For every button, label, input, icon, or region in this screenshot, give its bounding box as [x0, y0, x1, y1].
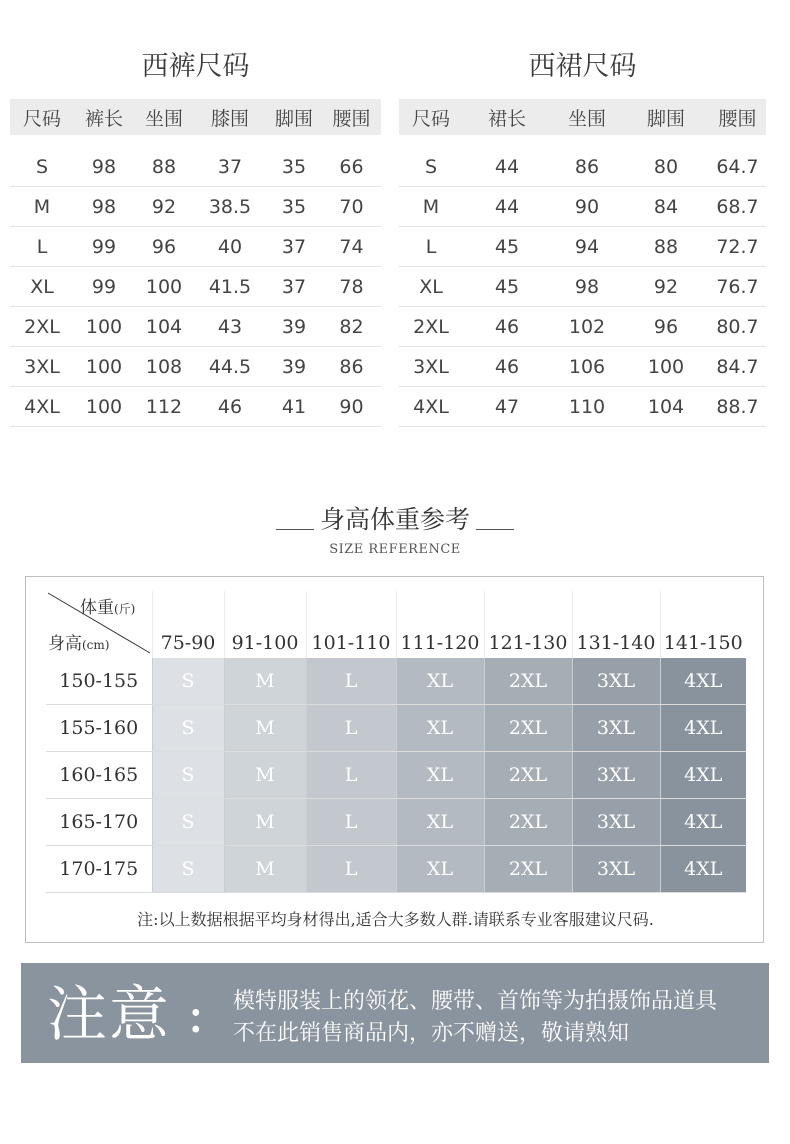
- pants-table-cell: 86: [322, 347, 381, 387]
- size-cell: L: [306, 658, 396, 705]
- size-cell: XL: [396, 658, 484, 705]
- reference-note: 注:以上数据根据平均身材得出,适合大多数人群.请联系专业客服建议尺码.: [137, 910, 654, 929]
- size-cell: 2XL: [484, 658, 572, 705]
- skirt-size-table: [399, 99, 766, 427]
- height-range-label: 170-175: [46, 846, 152, 893]
- pants-table-cell: 78: [322, 267, 381, 307]
- skirt-table-cell: 96: [623, 307, 709, 347]
- skirt-table-cell: 102: [551, 307, 623, 347]
- pants-table-cell: XL: [10, 267, 74, 307]
- skirt-table-cell: 88: [623, 227, 709, 267]
- pants-table-cell: 99: [74, 267, 134, 307]
- skirt-table-row: [399, 147, 766, 187]
- size-cell: L: [306, 705, 396, 752]
- title-line-left: [276, 529, 314, 530]
- skirt-header-cell: 坐围: [551, 99, 623, 135]
- skirt-table-row: [399, 347, 766, 387]
- skirt-size-title: 西裙尺码: [528, 51, 637, 82]
- weight-range-label: 101-110: [306, 591, 396, 658]
- size-cell: 4XL: [660, 658, 746, 705]
- weight-axis-label: 体重(斤): [80, 598, 136, 618]
- size-cell: 2XL: [484, 799, 572, 846]
- skirt-table-cell: 64.7: [709, 147, 766, 187]
- size-cell: L: [306, 752, 396, 799]
- size-cell: XL: [396, 752, 484, 799]
- pants-table-row: [10, 307, 381, 347]
- skirt-header-cell: 裙长: [463, 99, 551, 135]
- pants-table-row: [10, 187, 381, 227]
- pants-table-cell: 112: [134, 387, 194, 427]
- size-cell: 4XL: [660, 705, 746, 752]
- size-cell: L: [306, 846, 396, 893]
- skirt-table-row: [399, 387, 766, 427]
- skirt-table-cell: 106: [551, 347, 623, 387]
- skirt-table-cell: 45: [463, 227, 551, 267]
- pants-table-cell: 4XL: [10, 387, 74, 427]
- skirt-table-cell: 86: [551, 147, 623, 187]
- size-cell: 3XL: [572, 846, 660, 893]
- pants-table-cell: 100: [74, 347, 134, 387]
- skirt-table-cell: 80: [623, 147, 709, 187]
- pants-table-row: [10, 267, 381, 307]
- skirt-table-cell: 44: [463, 147, 551, 187]
- pants-table-cell: 96: [134, 227, 194, 267]
- skirt-table-cell: 76.7: [709, 267, 766, 307]
- notice-banner: [21, 963, 769, 1063]
- size-cell: M: [224, 846, 306, 893]
- notice-line-1: 模特服装上的领花、腰带、首饰等为拍摄饰品道具: [233, 989, 718, 1014]
- grid-corner: [46, 591, 152, 658]
- skirt-table-cell: 47: [463, 387, 551, 427]
- pants-table-row: [10, 227, 381, 267]
- weight-header-row: [46, 591, 746, 658]
- skirt-table-cell: 44: [463, 187, 551, 227]
- weight-range-label: 141-150: [660, 591, 746, 658]
- size-cell: M: [224, 799, 306, 846]
- skirt-table-row: [399, 227, 766, 267]
- size-cell: 3XL: [572, 705, 660, 752]
- skirt-header-cell: 腰围: [709, 99, 766, 135]
- size-cell: XL: [396, 846, 484, 893]
- size-cell: 4XL: [660, 799, 746, 846]
- skirt-table-cell: 45: [463, 267, 551, 307]
- height-range-label: 150-155: [46, 658, 152, 705]
- skirt-table-cell: 3XL: [399, 347, 463, 387]
- weight-range-label: 121-130: [484, 591, 572, 658]
- skirt-table-cell: 104: [623, 387, 709, 427]
- pants-table-cell: 100: [74, 307, 134, 347]
- size-cell: M: [224, 658, 306, 705]
- pants-size-title: 西裤尺码: [141, 51, 250, 82]
- skirt-table-row: [399, 307, 766, 347]
- height-row: [46, 799, 746, 846]
- pants-table-cell: 90: [322, 387, 381, 427]
- height-range-label: 160-165: [46, 752, 152, 799]
- skirt-table-cell: XL: [399, 267, 463, 307]
- pants-table-cell: 44.5: [194, 347, 266, 387]
- pants-table-cell: 35: [266, 147, 322, 187]
- skirt-table-cell: 88.7: [709, 387, 766, 427]
- pants-table-cell: 37: [266, 227, 322, 267]
- weight-range-label: 131-140: [572, 591, 660, 658]
- skirt-table-cell: 98: [551, 267, 623, 307]
- pants-table-cell: 74: [322, 227, 381, 267]
- height-row: [46, 846, 746, 893]
- pants-table-cell: 41: [266, 387, 322, 427]
- pants-table-cell: 108: [134, 347, 194, 387]
- height-weight-grid: [46, 591, 746, 893]
- pants-table-cell: 99: [74, 227, 134, 267]
- skirt-table-cell: 110: [551, 387, 623, 427]
- pants-table-cell: 43: [194, 307, 266, 347]
- pants-table-cell: 100: [74, 387, 134, 427]
- size-cell: 2XL: [484, 705, 572, 752]
- skirt-table-cell: 100: [623, 347, 709, 387]
- size-reference-heading: [0, 500, 790, 557]
- size-cell: 4XL: [660, 846, 746, 893]
- pants-table-cell: 35: [266, 187, 322, 227]
- pants-table-cell: 82: [322, 307, 381, 347]
- skirt-table-row: [399, 187, 766, 227]
- pants-table-cell: 37: [266, 267, 322, 307]
- size-cell: XL: [396, 705, 484, 752]
- pants-table-cell: 100: [134, 267, 194, 307]
- pants-table-cell: 98: [74, 147, 134, 187]
- size-cell: S: [152, 752, 224, 799]
- pants-header-cell: 坐围: [134, 99, 194, 135]
- size-reference-panel: [25, 576, 764, 943]
- pants-table-cell: 104: [134, 307, 194, 347]
- pants-table-cell: 41.5: [194, 267, 266, 307]
- pants-table-cell: 40: [194, 227, 266, 267]
- skirt-table-row: [399, 267, 766, 307]
- pants-header-cell: 腰围: [322, 99, 381, 135]
- size-cell: 3XL: [572, 658, 660, 705]
- size-cell: 3XL: [572, 799, 660, 846]
- weight-range-label: 91-100: [224, 591, 306, 658]
- pants-header-cell: 脚围: [266, 99, 322, 135]
- skirt-table-cell: 84.7: [709, 347, 766, 387]
- pants-size-table: [10, 99, 381, 427]
- pants-table-cell: 2XL: [10, 307, 74, 347]
- notice-colon: :: [187, 985, 205, 1045]
- skirt-header-row: [399, 99, 766, 135]
- height-axis-label: 身高(cm): [48, 634, 110, 654]
- pants-table-cell: 88: [134, 147, 194, 187]
- pants-header-cell: 裤长: [74, 99, 134, 135]
- skirt-table-cell: 2XL: [399, 307, 463, 347]
- skirt-table-cell: 92: [623, 267, 709, 307]
- size-cell: S: [152, 846, 224, 893]
- size-cell: M: [224, 705, 306, 752]
- size-cell: 4XL: [660, 752, 746, 799]
- skirt-table-cell: 4XL: [399, 387, 463, 427]
- pants-table-cell: 3XL: [10, 347, 74, 387]
- pants-table-cell: 92: [134, 187, 194, 227]
- pants-header-cell: 尺码: [10, 99, 74, 135]
- size-cell: S: [152, 799, 224, 846]
- skirt-table-cell: 72.7: [709, 227, 766, 267]
- size-cell: 2XL: [484, 752, 572, 799]
- skirt-table-cell: L: [399, 227, 463, 267]
- height-range-label: 165-170: [46, 799, 152, 846]
- pants-table-cell: 37: [194, 147, 266, 187]
- pants-table-row: [10, 387, 381, 427]
- size-cell: M: [224, 752, 306, 799]
- notice-line-2: 不在此销售商品内，亦不赠送，敬请熟知: [233, 1021, 630, 1046]
- height-row: [46, 705, 746, 752]
- size-cell: 3XL: [572, 752, 660, 799]
- height-row: [46, 658, 746, 705]
- pants-table-cell: 70: [322, 187, 381, 227]
- pants-table-cell: 98: [74, 187, 134, 227]
- reference-title: 身高体重参考: [319, 505, 470, 534]
- skirt-header-cell: 尺码: [399, 99, 463, 135]
- pants-table-cell: L: [10, 227, 74, 267]
- pants-table-cell: 39: [266, 307, 322, 347]
- pants-header-row: [10, 99, 381, 135]
- skirt-table-cell: 46: [463, 347, 551, 387]
- reference-subtitle: SIZE REFERENCE: [329, 542, 461, 557]
- size-cell: S: [152, 705, 224, 752]
- pants-table-cell: S: [10, 147, 74, 187]
- skirt-table-cell: 80.7: [709, 307, 766, 347]
- notice-label: 注意: [47, 980, 171, 1050]
- pants-table-row: [10, 347, 381, 387]
- skirt-table-cell: S: [399, 147, 463, 187]
- skirt-table-cell: 84: [623, 187, 709, 227]
- weight-range-label: 111-120: [396, 591, 484, 658]
- pants-table-cell: 38.5: [194, 187, 266, 227]
- title-line-right: [476, 529, 514, 530]
- size-cell: S: [152, 658, 224, 705]
- skirt-header-cell: 脚围: [623, 99, 709, 135]
- skirt-table-cell: 68.7: [709, 187, 766, 227]
- skirt-table-cell: 94: [551, 227, 623, 267]
- pants-table-row: [10, 147, 381, 187]
- weight-range-label: 75-90: [152, 591, 224, 658]
- height-row: [46, 752, 746, 799]
- height-range-label: 155-160: [46, 705, 152, 752]
- size-cell: 2XL: [484, 846, 572, 893]
- skirt-table-cell: M: [399, 187, 463, 227]
- pants-table-cell: 66: [322, 147, 381, 187]
- pants-table-cell: M: [10, 187, 74, 227]
- skirt-table-cell: 90: [551, 187, 623, 227]
- size-cell: L: [306, 799, 396, 846]
- pants-table-cell: 46: [194, 387, 266, 427]
- pants-table-cell: 39: [266, 347, 322, 387]
- pants-header-cell: 膝围: [194, 99, 266, 135]
- size-cell: XL: [396, 799, 484, 846]
- skirt-table-cell: 46: [463, 307, 551, 347]
